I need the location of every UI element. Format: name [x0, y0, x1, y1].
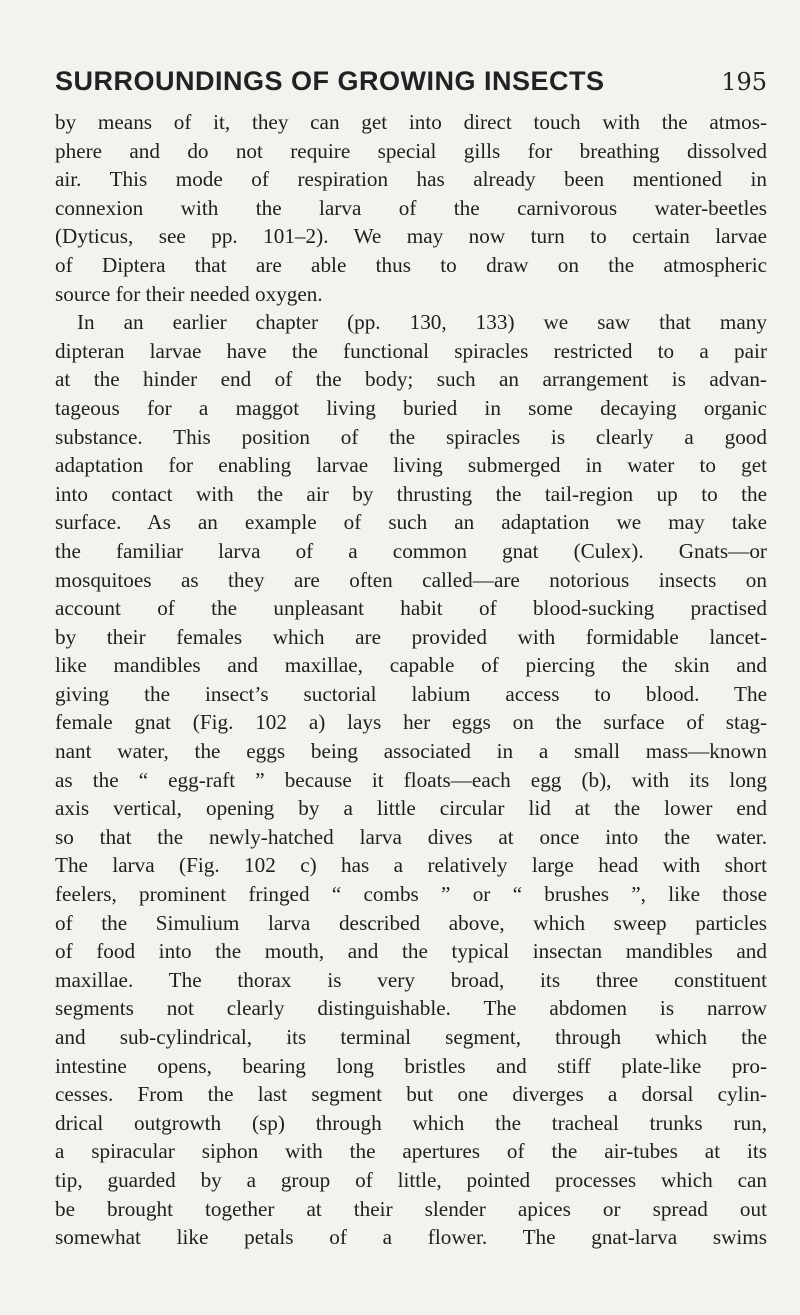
text-line: as the “ egg-raft ” because it floats—each egg (b), with its long — [55, 767, 767, 792]
text-line: of food into the mouth, and the typical insectan mandibles and — [55, 939, 767, 964]
running-title: SURROUNDINGS OF GROWING INSECTS — [55, 66, 605, 96]
text-line: substance. This position of the spiracles is clearly a good — [55, 424, 767, 449]
book-page — [55, 66, 767, 1252]
text-line: phere and do not require special gills for breathing dissolved — [55, 138, 767, 163]
text-line: source for their needed oxygen. — [55, 281, 323, 306]
text-line: by means of it, they can get into direct touch with the atmos- — [55, 110, 767, 134]
text-line: tip, guarded by a group of little, pointed processes which can — [55, 1167, 767, 1192]
text-line: maxillae. The thorax is very broad, its three constituent — [55, 967, 767, 992]
text-line: adaptation for enabling larvae living submerged in water to get — [55, 453, 767, 478]
text-line: be brought together at their slender apices or spread out — [55, 1196, 767, 1221]
body-text — [55, 108, 767, 1252]
text-line: air. This mode of respiration has already been mentioned in — [55, 167, 767, 192]
text-line: at the hinder end of the body; such an arrangement is advan- — [55, 367, 767, 392]
text-line: and sub-cylindrical, its terminal segment, through which the — [55, 1025, 767, 1049]
text-line: segments not clearly distinguishable. The abdomen is narrow — [55, 996, 767, 1021]
text-line: nant water, the eggs being associated in a small mass—known — [55, 739, 767, 764]
text-line: giving the insect’s suctorial labium access to blood. The — [55, 681, 767, 706]
text-line: connexion with the larva of the carnivorous water-beetles — [55, 195, 767, 220]
text-line: by their females which are provided with formidable lancet- — [55, 624, 767, 649]
running-head — [55, 66, 767, 106]
page-number: 195 — [721, 68, 767, 96]
text-line: surface. As an example of such an adaptation we may take — [55, 510, 767, 535]
text-line: account of the unpleasant habit of blood-sucking practised — [55, 596, 767, 621]
text-line: In an earlier chapter (pp. 130, 133) we saw that many — [77, 310, 767, 335]
text-line: intestine opens, bearing long bristles and stiff plate-like pro- — [55, 1053, 767, 1078]
text-line: cesses. From the last segment but one diverges a dorsal cylin- — [55, 1082, 767, 1107]
text-line: female gnat (Fig. 102 a) lays her eggs on the surface of stag- — [55, 710, 767, 735]
text-line: feelers, prominent fringed “ combs ” or “ brushes ”, like those — [55, 882, 767, 907]
text-line: so that the newly-hatched larva dives at once into the water. — [55, 824, 767, 849]
text-line: into contact with the air by thrusting the tail-region up to the — [55, 481, 767, 506]
text-line: mosquitoes as they are often called—are notorious insects on — [55, 567, 767, 592]
text-line: dipteran larvae have the functional spiracles restricted to a pair — [55, 338, 767, 363]
text-line: of Diptera that are able thus to draw on the atmospheric — [55, 252, 767, 277]
text-line: somewhat like petals of a flower. The gnat-larva swims — [55, 1225, 767, 1250]
text-line: a spiracular siphon with the apertures of the air-tubes at its — [55, 1139, 767, 1164]
text-line: of the Simulium larva described above, which sweep particles — [55, 910, 767, 935]
text-line: drical outgrowth (sp) through which the tracheal trunks run, — [55, 1110, 767, 1135]
text-line: tageous for a maggot living buried in some decaying organic — [55, 395, 767, 420]
text-line: (Dyticus, see pp. 101–2). We may now turn to certain larvae — [55, 224, 767, 249]
text-line: like mandibles and maxillae, capable of piercing the skin and — [55, 653, 767, 678]
text-line: the familiar larva of a common gnat (Culex). Gnats—or — [55, 538, 767, 563]
text-line: The larva (Fig. 102 c) has a relatively large head with short — [55, 853, 767, 878]
text-line: axis vertical, opening by a little circular lid at the lower end — [55, 796, 767, 821]
